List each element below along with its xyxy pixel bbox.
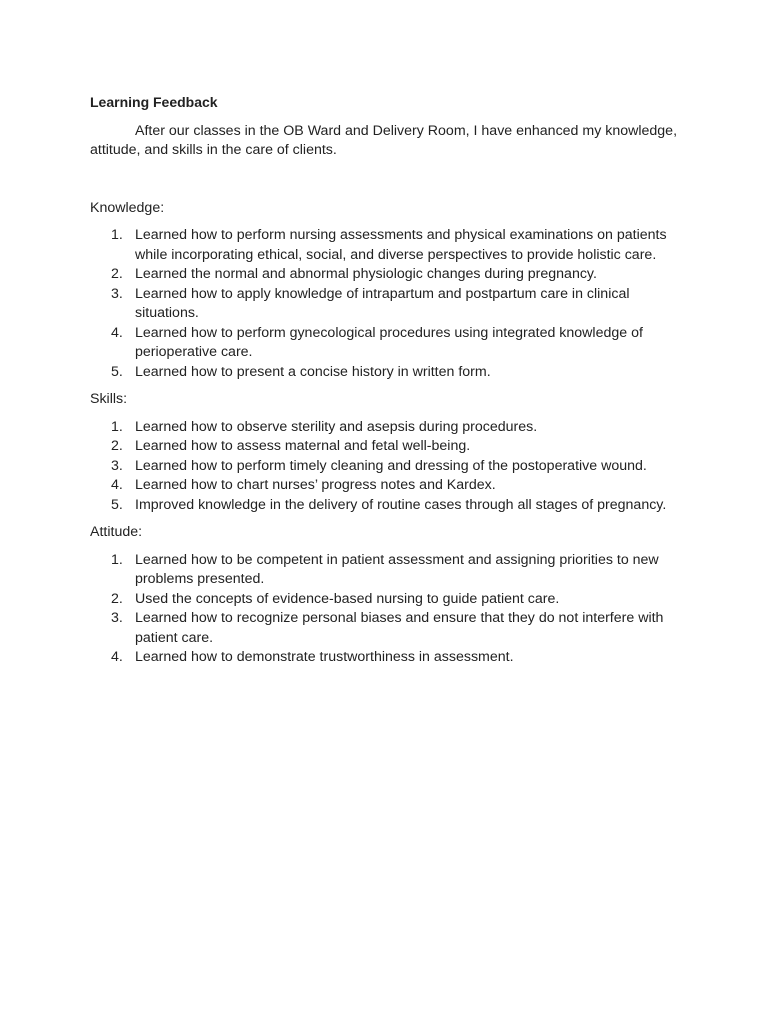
list-item (90, 457, 690, 477)
document-page (90, 93, 690, 668)
list-item (90, 590, 690, 610)
list-item (90, 226, 690, 265)
list-number: 1. (111, 418, 123, 435)
list-item-text: Learned how to perform gynecological procedures using integrated knowledge of perioperative care. (135, 324, 643, 360)
list-item-text: Learned how to perform timely cleaning and dressing of the postoperative wound. (135, 457, 647, 474)
list-item (90, 476, 690, 496)
list-number: 3. (111, 285, 123, 302)
list-item-text: Learned how to perform nursing assessments and physical examinations on patients while incorporating ethical, social, and diverse perspectives to provide holistic care. (135, 227, 667, 263)
list-item-text: Learned how to chart nurses’ progress notes and Kardex. (135, 477, 496, 493)
list-number: 2. (111, 266, 123, 282)
list-item-text: Learned how to recognize personal biases and ensure that they do not interfere with patient care. (135, 610, 664, 646)
list-number: 3. (111, 610, 123, 626)
list-item (90, 437, 690, 457)
list-item (90, 285, 690, 324)
list-item-text: Learned how to observe sterility and asepsis during procedures. (135, 418, 538, 435)
list-item (90, 496, 690, 516)
list-item (90, 265, 690, 285)
list-item-text: Learned how to present a concise history in written form. (135, 363, 491, 380)
list-item-text: Learned how to demonstrate trustworthiness in assessment. (135, 649, 514, 665)
attitude-heading: Attitude: (90, 524, 143, 540)
list-item-text: Learned the normal and abnormal physiologic changes during pregnancy. (135, 266, 597, 282)
list-item-text: Learned how to apply knowledge of intrapartum and postpartum care in clinical situations. (135, 285, 630, 321)
list-item (90, 648, 690, 668)
knowledge-heading: Knowledge: (90, 199, 165, 216)
list-number: 1. (111, 227, 123, 243)
list-number: 5. (111, 363, 123, 380)
list-number: 4. (111, 324, 123, 341)
list-item-text: Learned how to assess maternal and fetal well-being. (135, 438, 471, 454)
list-item-text: Used the concepts of evidence-based nursing to guide patient care. (135, 590, 560, 607)
intro-paragraph: After our classes in the OB Ward and Delivery Room, I have enhanced my knowledge, attitude, and skills in the care of clients. (90, 122, 678, 158)
list-item (90, 551, 690, 590)
list-number: 5. (111, 496, 123, 513)
list-number: 3. (111, 457, 123, 474)
attitude-list (90, 551, 690, 668)
list-number: 2. (111, 438, 123, 454)
list-item (90, 324, 690, 363)
skills-heading: Skills: (90, 391, 128, 407)
document-title: Learning Feedback (90, 94, 218, 110)
list-number: 2. (111, 590, 123, 607)
list-item-text: Learned how to be competent in patient assessment and assigning priorities to new problems presented. (135, 551, 659, 587)
list-item (90, 363, 690, 383)
list-number: 1. (111, 551, 123, 568)
list-number: 4. (111, 477, 123, 493)
skills-list (90, 418, 690, 516)
list-item (90, 609, 690, 648)
knowledge-list (90, 226, 690, 382)
list-number: 4. (111, 649, 123, 665)
list-item-text: Improved knowledge in the delivery of routine cases through all stages of pregnancy. (135, 496, 667, 513)
list-item (90, 418, 690, 438)
